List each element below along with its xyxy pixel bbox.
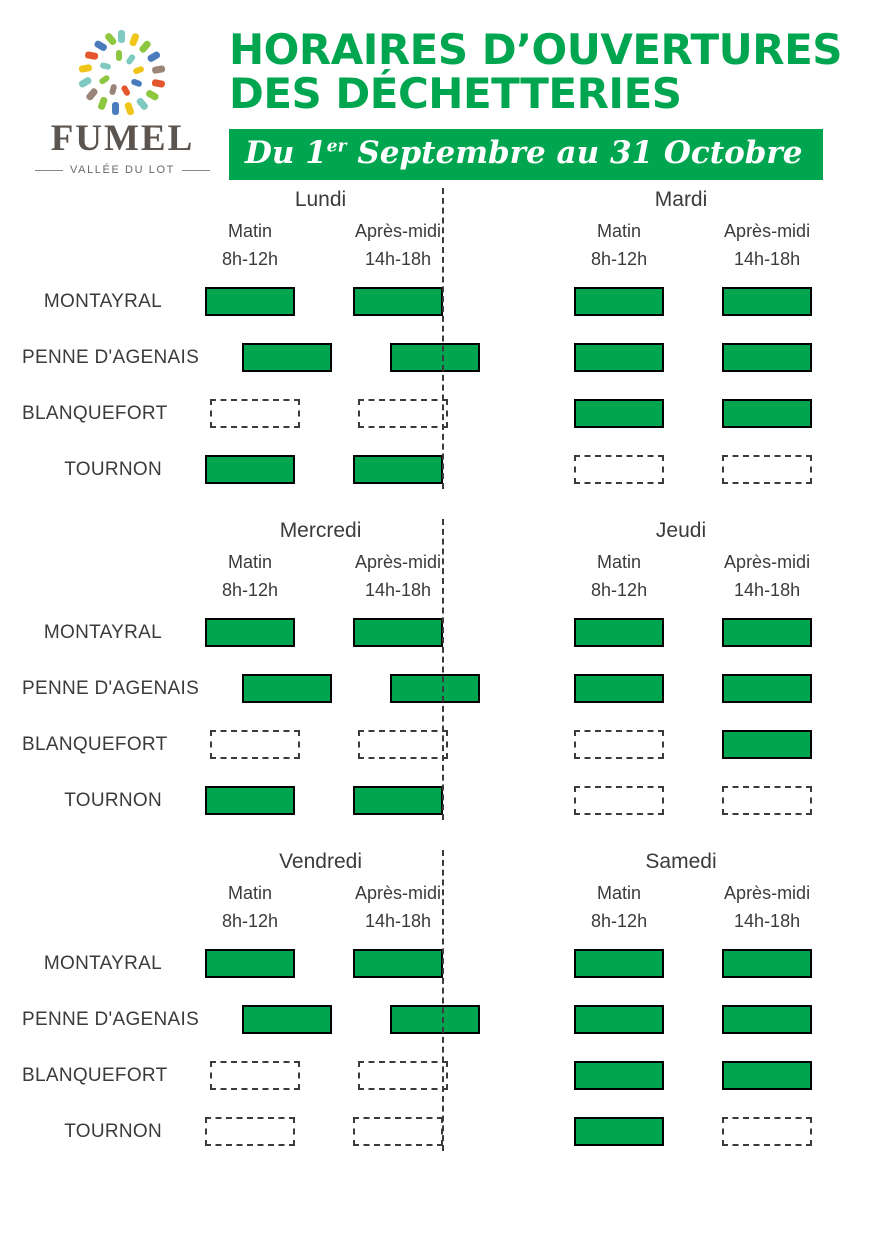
status-cell-open [722,1005,812,1034]
cell-afternoon-wrap [324,618,472,647]
day-row-3 [22,842,853,1173]
slot-afternoon-header [693,880,841,936]
slot-afternoon-header [324,218,472,274]
cell-morning-wrap [181,399,329,428]
label-spacer [509,218,545,274]
day-title: Mercredi [279,519,362,542]
slot-afternoon-hours: 14h-18h [734,248,801,269]
table-row [509,274,853,330]
tagline-rule-left [35,170,63,171]
logo-block [30,22,215,176]
slot-morning-label: Matin [227,552,272,572]
status-cell-open [353,618,443,647]
slot-morning-label: Matin [227,883,272,903]
cell-afternoon-wrap [329,399,477,428]
table-row [509,1048,853,1104]
slot-afternoon-label: Après-midi [724,552,811,572]
slot-afternoon-label: Après-midi [354,221,442,241]
status-cell-open [574,1061,664,1090]
status-cell-open [574,287,664,316]
logo-tagline-row [35,164,210,176]
cell-afternoon-wrap [693,455,841,484]
site-label: PENNE D'AGENAIS [22,346,200,368]
slot-morning-header [176,218,324,274]
cell-afternoon-wrap [324,455,472,484]
status-cell-open [574,674,664,703]
day-column-mercredi [22,511,509,842]
tagline-rule-right [182,170,210,171]
cell-afternoon-wrap [361,1005,509,1034]
status-cell-open [722,1061,812,1090]
table-row [22,661,509,717]
cell-afternoon-wrap [693,786,841,815]
cell-morning-wrap [181,1061,329,1090]
status-cell-open [574,343,664,372]
day-column-lundi [22,180,509,511]
slot-afternoon-label: Après-midi [724,883,811,903]
slot-afternoon-label: Après-midi [354,552,442,572]
table-row [22,605,509,661]
site-label: PENNE D'AGENAIS [22,677,200,699]
slot-afternoon-hours: 14h-18h [364,910,432,931]
table-row [22,773,509,829]
logo-wordmark: FUMEL [50,118,195,159]
cell-morning-wrap [213,343,361,372]
fumel-logo-icon [68,28,178,118]
slot-header [509,212,853,274]
status-cell-open [205,786,295,815]
cell-afternoon-wrap [324,949,472,978]
slot-morning-header [545,549,693,605]
slot-afternoon-label: Après-midi [724,221,811,241]
cell-afternoon-wrap [361,343,509,372]
page-title-line2: DES DÉCHETTERIES [229,68,682,118]
table-row [509,992,853,1048]
cell-morning-wrap [545,949,693,978]
cell-morning-wrap [176,949,324,978]
table-row [22,1104,509,1160]
status-cell-closed [353,1117,443,1146]
cell-morning-wrap [213,1005,361,1034]
status-cell-closed [722,1117,812,1146]
slot-morning-label: Matin [597,552,642,572]
cell-afternoon-wrap [329,730,477,759]
cell-afternoon-wrap [324,786,472,815]
table-row [22,992,509,1048]
cell-afternoon-wrap [361,674,509,703]
day-title: Vendredi [279,850,362,873]
slot-morning-hours: 8h-12h [221,579,279,600]
status-cell-open [722,343,812,372]
cell-morning-wrap [545,730,693,759]
status-cell-open [722,730,812,759]
site-label: TOURNON [64,789,162,811]
slot-afternoon-hours: 14h-18h [364,579,432,600]
slot-header [22,543,509,605]
cell-afternoon-wrap [693,618,841,647]
period-banner [229,129,823,180]
table-row [509,717,853,773]
status-cell-open [353,786,443,815]
page-title [229,25,845,118]
status-cell-open [242,674,332,703]
slot-morning-label: Matin [227,221,272,241]
slot-afternoon-hours: 14h-18h [364,248,432,269]
slot-header [22,874,509,936]
status-cell-open [390,343,480,372]
label-spacer [22,218,176,274]
status-cell-closed [574,786,664,815]
site-label: BLANQUEFORT [22,733,168,755]
status-cell-closed [722,455,812,484]
status-cell-closed [722,786,812,815]
site-label: PENNE D'AGENAIS [22,1008,200,1030]
status-cell-open [574,1117,664,1146]
day-title: Mardi [654,188,708,211]
status-cell-open [205,949,295,978]
slot-morning-label: Matin [597,221,642,241]
cell-morning-wrap [545,399,693,428]
cell-morning-wrap [545,1117,693,1146]
slot-afternoon-hours: 14h-18h [734,910,801,931]
status-cell-closed [358,1061,448,1090]
slot-morning-hours: 8h-12h [591,910,648,931]
day-title: Lundi [294,188,347,211]
day-column-jeudi [509,511,853,842]
cell-morning-wrap [213,674,361,703]
label-spacer [509,549,545,605]
cell-morning-wrap [545,343,693,372]
column-divider [442,519,444,820]
cell-afternoon-wrap [324,1117,472,1146]
table-row [509,605,853,661]
cell-afternoon-wrap [693,343,841,372]
cell-afternoon-wrap [693,287,841,316]
cell-morning-wrap [545,674,693,703]
cell-morning-wrap [545,1061,693,1090]
status-cell-open [722,287,812,316]
table-row [509,1104,853,1160]
status-cell-closed [358,399,448,428]
slot-morning-header [545,218,693,274]
cell-afternoon-wrap [693,949,841,978]
site-label: MONTAYRAL [43,621,162,643]
cell-afternoon-wrap [329,1061,477,1090]
status-cell-open [574,399,664,428]
cell-morning-wrap [176,786,324,815]
status-cell-closed [210,730,300,759]
table-row [509,936,853,992]
slot-morning-hours: 8h-12h [591,579,648,600]
cell-afternoon-wrap [693,1117,841,1146]
site-label: MONTAYRAL [43,290,162,312]
cell-afternoon-wrap [324,287,472,316]
day-title: Samedi [645,850,717,873]
status-cell-open [390,674,480,703]
cell-afternoon-wrap [693,674,841,703]
logo-tagline: VALLÉE DU LOT [70,164,175,176]
schedule-grid [0,180,875,1173]
cell-morning-wrap [176,455,324,484]
status-cell-open [722,949,812,978]
status-cell-open [722,674,812,703]
day-title: Jeudi [655,519,707,542]
slot-morning-label: Matin [597,883,642,903]
slot-morning-hours: 8h-12h [221,910,279,931]
cell-morning-wrap [181,730,329,759]
cell-morning-wrap [545,1005,693,1034]
status-cell-open [574,949,664,978]
day-row-2 [22,511,853,842]
cell-morning-wrap [545,455,693,484]
slot-morning-header [545,880,693,936]
period-rest: Septembre au 31 Octobre [346,135,803,172]
title-block [215,22,845,180]
site-label: TOURNON [64,458,162,480]
status-cell-closed [205,1117,295,1146]
table-row [22,386,509,442]
slot-morning-header [176,880,324,936]
site-label: MONTAYRAL [43,952,162,974]
status-cell-open [205,618,295,647]
status-cell-open [722,618,812,647]
table-row [22,274,509,330]
page-header [0,0,875,180]
status-cell-open [353,287,443,316]
status-cell-closed [574,730,664,759]
status-cell-closed [210,399,300,428]
slot-afternoon-header [324,549,472,605]
table-row [22,442,509,498]
table-row [22,330,509,386]
slot-header [509,874,853,936]
slot-header [509,543,853,605]
slot-afternoon-label: Après-midi [354,883,442,903]
table-row [509,661,853,717]
table-row [22,1048,509,1104]
status-cell-open [205,455,295,484]
status-cell-open [242,343,332,372]
cell-morning-wrap [176,618,324,647]
cell-morning-wrap [545,786,693,815]
cell-afternoon-wrap [693,1061,841,1090]
column-divider [442,188,444,489]
cell-morning-wrap [545,618,693,647]
status-cell-closed [574,455,664,484]
status-cell-open [242,1005,332,1034]
table-row [509,773,853,829]
site-label: TOURNON [64,1120,162,1142]
site-label: BLANQUEFORT [22,402,168,424]
status-cell-open [574,618,664,647]
cell-morning-wrap [176,1117,324,1146]
table-row [22,936,509,992]
label-spacer [509,880,545,936]
slot-afternoon-hours: 14h-18h [734,579,801,600]
table-row [509,386,853,442]
cell-morning-wrap [176,287,324,316]
period-ordinal-suffix: er [326,137,347,158]
slot-afternoon-header [693,549,841,605]
slot-header [22,212,509,274]
cell-morning-wrap [545,287,693,316]
period-prefix: Du 1 [245,135,327,172]
cell-afternoon-wrap [693,399,841,428]
cell-afternoon-wrap [693,1005,841,1034]
table-row [509,442,853,498]
label-spacer [22,880,176,936]
slot-morning-hours: 8h-12h [591,248,648,269]
status-cell-open [390,1005,480,1034]
status-cell-open [205,287,295,316]
status-cell-open [353,455,443,484]
slot-afternoon-header [693,218,841,274]
slot-morning-header [176,549,324,605]
table-row [22,717,509,773]
cell-afternoon-wrap [693,730,841,759]
status-cell-closed [358,730,448,759]
table-row [509,330,853,386]
slot-afternoon-header [324,880,472,936]
status-cell-open [353,949,443,978]
label-spacer [22,549,176,605]
day-column-vendredi [22,842,509,1173]
site-label: BLANQUEFORT [22,1064,168,1086]
day-column-mardi [509,180,853,511]
day-column-samedi [509,842,853,1173]
column-divider [442,850,444,1151]
status-cell-open [722,399,812,428]
status-cell-closed [210,1061,300,1090]
status-cell-open [574,1005,664,1034]
slot-morning-hours: 8h-12h [221,248,279,269]
day-row-1 [22,180,853,511]
page-title-line1: HORAIRES D’OUVERTURES [229,25,843,74]
